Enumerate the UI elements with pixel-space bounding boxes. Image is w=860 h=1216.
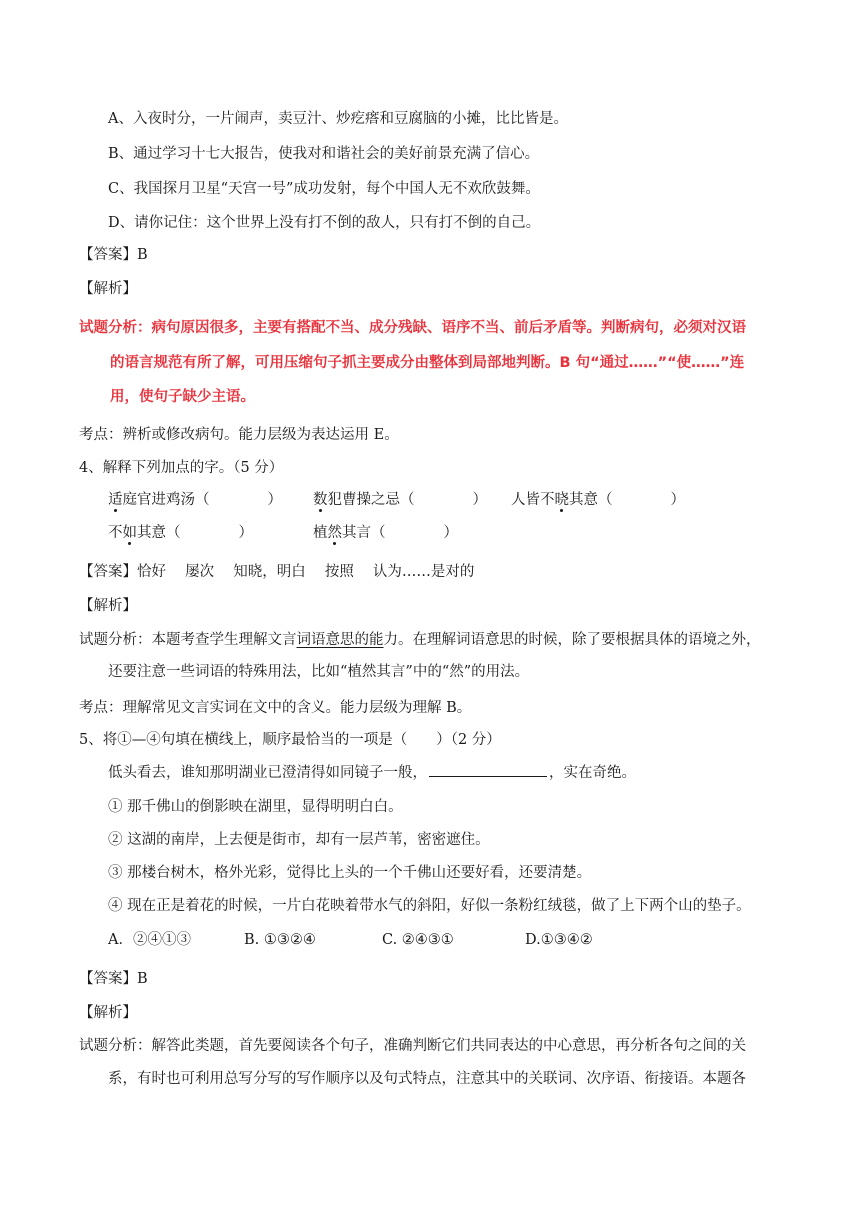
q3-option-b: B、通过学习十七大报告，使我对和谐社会的美好前景充满了信心。 bbox=[108, 146, 540, 162]
dotted-char: 数 bbox=[313, 492, 328, 508]
q5-sentence-3: ③ 那楼台树木，格外光彩，觉得比上头的一个千佛山还要好看，还要清楚。 bbox=[108, 865, 592, 881]
q5-option-c: C. ②④③① bbox=[382, 932, 454, 948]
q4-item-3: 人皆不晓其意（ ） bbox=[511, 492, 685, 508]
q3-option-d: D、请你记住：这个世界上没有打不倒的敌人，只有打不倒的自己。 bbox=[108, 215, 541, 231]
q4-item-1: 适庭官进鸡汤（ ） bbox=[108, 492, 282, 508]
q3-kaodian: 考点：辨析或修改病句。能力层级为表达运用 E。 bbox=[79, 427, 399, 443]
q5-option-a: A．②④①③ bbox=[108, 932, 191, 948]
q5-option-d: D.①③④② bbox=[525, 932, 593, 948]
q5-sentence-2: ② 这湖的南岸，上去便是街市，却有一层芦苇，密密遮住。 bbox=[108, 832, 490, 848]
q3-answer bbox=[79, 244, 148, 266]
q4-analysis-line-2: 还要注意一些词语的特殊用法，比如“植然其言”中的“然”的用法。 bbox=[108, 664, 530, 680]
answer-label: 【答案】 bbox=[79, 564, 137, 580]
answer-label: 【答案】 bbox=[79, 971, 137, 987]
q4-analysis-line-1: 试题分析：本题考查学生理解文言词语意思的能力。在理解词语意思的时候，除了要根据具体的语境之外， bbox=[79, 632, 761, 648]
dotted-char: 晓 bbox=[554, 492, 569, 508]
q3-analysis-line-2: 的语言规范有所了解，可用压缩句子抓主要成分由整体到局部地判断。B 句“通过……”“使……”连 bbox=[110, 355, 745, 371]
q3-analysis-line-1: 试题分析：病句原因很多，主要有搭配不当、成分残缺、语序不当、前后矛盾等。判断病句，必须对汉语 bbox=[79, 320, 746, 336]
q5-title: 5、将①—④句填在横线上，顺序最恰当的一项是（ ）（2 分） bbox=[79, 732, 501, 748]
q4-item-2: 数犯曹操之忌（ ） bbox=[313, 492, 487, 508]
q5-analysis-line-2: 系，有时也可利用总写分写的写作顺序以及句式特点，注意其中的关联词、次序语、衔接语。本题各 bbox=[108, 1071, 746, 1087]
underlined-phrase: 词语意思的能 bbox=[296, 632, 384, 648]
q4-answer bbox=[79, 561, 474, 583]
q5-answer bbox=[79, 968, 148, 990]
q5-option-b: B. ①③②④ bbox=[244, 932, 316, 948]
answer-value: B bbox=[137, 247, 148, 263]
answer-value: B bbox=[137, 971, 148, 987]
dotted-char: 然 bbox=[327, 525, 342, 541]
q3-analysis-line-3: 用，使句子缺少主语。 bbox=[110, 389, 255, 405]
q3-option-c: C、我国探月卫星“天宫一号”成功发射，每个中国人无不欢欣鼓舞。 bbox=[108, 181, 540, 197]
q4-kaodian: 考点：理解常见文言实词在文中的含义。能力层级为理解 B。 bbox=[79, 700, 472, 716]
q5-sentence-4: ④ 现在正是着花的时候，一片白花映着带水气的斜阳，好似一条粉红绒毯，做了上下两个山的垫子。 bbox=[108, 898, 751, 914]
q4-analysis-label: 【解析】 bbox=[79, 598, 137, 614]
q4-item-5: 植然其言（ ） bbox=[313, 525, 458, 541]
dotted-char: 如 bbox=[122, 525, 137, 541]
q5-analysis-label: 【解析】 bbox=[79, 1005, 137, 1021]
dotted-char: 适 bbox=[108, 492, 123, 508]
answer-label: 【答案】 bbox=[79, 247, 137, 263]
q3-analysis-label: 【解析】 bbox=[79, 281, 137, 297]
q3-option-a: A、入夜时分，一片闹声，卖豆汁、炒疙瘩和豆腐脑的小摊，比比皆是。 bbox=[108, 111, 568, 127]
q4-item-4: 不如其意（ ） bbox=[108, 525, 253, 541]
answer-value: 恰好 屡次 知晓，明白 按照 认为……是对的 bbox=[137, 564, 475, 580]
fill-blank bbox=[429, 762, 547, 777]
q4-title: 4、解释下列加点的字。（5 分） bbox=[79, 460, 284, 476]
q5-stem: 低头看去，谁知那明湖业已澄清得如同镜子一般， ，实在奇绝。 bbox=[108, 762, 636, 784]
q5-sentence-1: ① 那千佛山的倒影映在湖里，显得明明白白。 bbox=[108, 799, 403, 815]
q5-analysis-line-1: 试题分析：解答此类题，首先要阅读各个句子，准确判断它们共同表达的中心意思，再分析各句之间的关 bbox=[79, 1038, 746, 1054]
